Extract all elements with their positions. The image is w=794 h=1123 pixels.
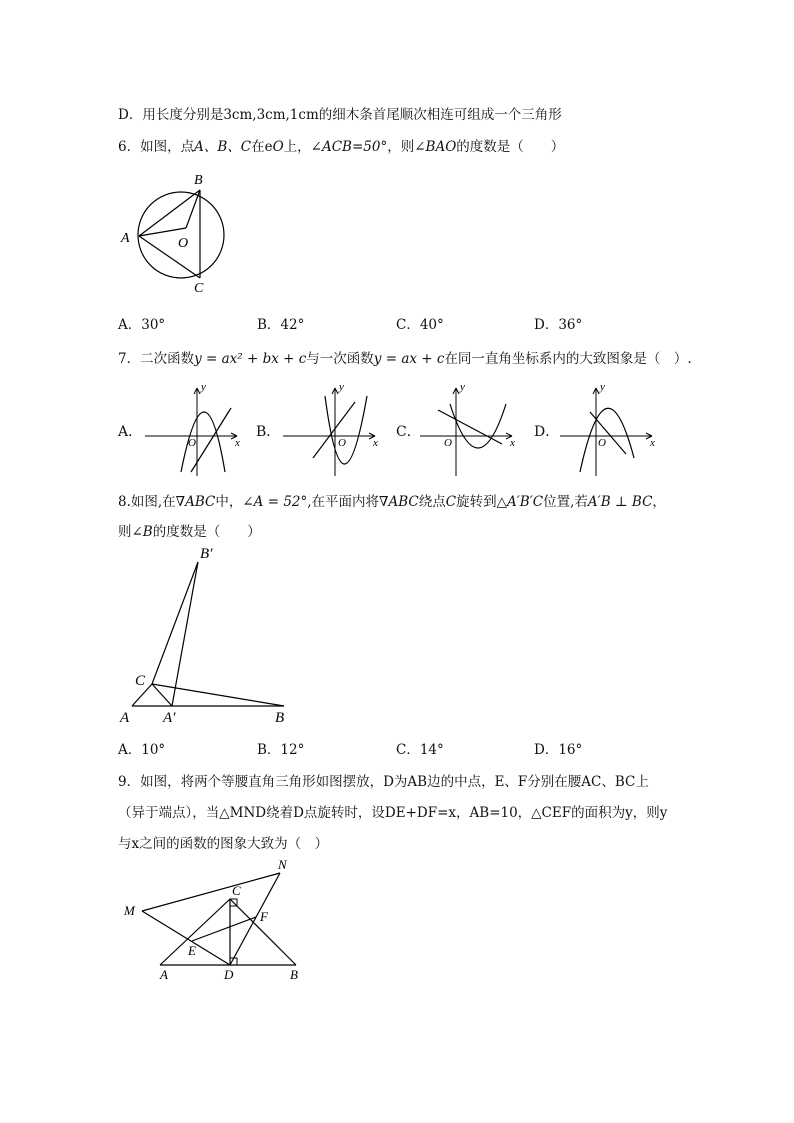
q8-stem-line2: 则∠B的度数是（ ） <box>118 524 261 540</box>
q6-label-a: A <box>121 231 130 246</box>
q7-graph-c <box>420 382 520 478</box>
q9-label-a: A <box>160 967 168 982</box>
q8-label-b: B <box>275 710 285 726</box>
q7-graph-b <box>283 382 383 478</box>
svg-text:O: O <box>444 437 452 449</box>
svg-text:x: x <box>510 437 515 449</box>
svg-text:x: x <box>373 437 378 449</box>
q7-graph-d <box>560 382 660 478</box>
q8-option-a: A．10° <box>118 742 166 758</box>
svg-text:O: O <box>188 437 196 449</box>
q8-figure <box>118 540 308 730</box>
q8-stem-line1: 8.如图,在∇ABC中，∠A = 52°,在平面内将∇ABC绕点C旋转到△A′B′C位置,若A′B ⊥ BC， <box>118 494 666 510</box>
q9-stem-line2: （异于端点），当△MND绕着D点旋转时，设DE+DF=x，AB=10，△CEF的面积为y，则y <box>118 805 668 821</box>
svg-text:y: y <box>600 381 605 393</box>
q8-label-a: A <box>120 710 130 726</box>
q8-label-ap: A′ <box>163 710 176 726</box>
q7-option-c-label: C． <box>396 424 421 440</box>
q9-stem-line3: 与x之间的函数的图象大致为（ ） <box>118 836 329 852</box>
q6-options <box>118 313 678 333</box>
q8-option-d: D．16° <box>534 742 583 758</box>
q9-label-b: B <box>290 967 298 982</box>
q8-option-b: B．12° <box>257 742 305 758</box>
q8-label-bp: B′ <box>200 546 213 562</box>
q6-label-c: C <box>194 281 204 296</box>
q5-option-d: D．用长度分别是3cm,3cm,1cm的细木条首尾顺次相连可组成一个三角形 <box>118 107 562 123</box>
q7-option-d-label: D． <box>534 424 560 440</box>
q6-option-b: B．42° <box>257 317 305 333</box>
q6-option-c: C．40° <box>396 317 444 333</box>
q9-label-m: M <box>124 903 135 918</box>
q9-label-e: E <box>188 943 196 958</box>
q6-figure <box>118 168 228 298</box>
svg-text:y: y <box>339 381 344 393</box>
q7-option-b-label: B． <box>256 424 281 440</box>
q9-label-n: N <box>278 857 287 872</box>
svg-text:y: y <box>201 381 206 393</box>
q9-label-d: D <box>224 967 234 982</box>
svg-text:x: x <box>235 437 240 449</box>
svg-text:x: x <box>650 437 655 449</box>
q6-label-b: B <box>194 173 203 188</box>
q6-option-a: A．30° <box>118 317 166 333</box>
q7-stem: 7．二次函数y = ax² + bx + c与一次函数y = ax + c在同一直角坐标系内的大致图象是（ ）. <box>118 351 692 367</box>
svg-text:O: O <box>338 437 346 449</box>
svg-text:O: O <box>598 437 606 449</box>
q8-label-c: C <box>135 673 146 689</box>
q9-label-c: C <box>232 883 241 898</box>
q7-graph-a <box>145 382 245 478</box>
q6-stem: 6．如图，点A、B、C在eO上，∠ACB=50°，则∠BAO的度数是（ ） <box>118 139 565 155</box>
q9-label-f: F <box>260 909 268 924</box>
q9-stem-line1: 9．如图，将两个等腰直角三角形如图摆放，D为AB边的中点，E、F分别在腰AC、BC上 <box>118 774 649 790</box>
q7-option-a-label: A． <box>118 424 143 440</box>
q9-figure <box>118 855 318 985</box>
svg-text:y: y <box>460 381 465 393</box>
q8-options <box>118 738 678 758</box>
q8-option-c: C．14° <box>396 742 444 758</box>
q6-option-d: D．36° <box>534 317 583 333</box>
q6-label-o: O <box>178 236 189 251</box>
